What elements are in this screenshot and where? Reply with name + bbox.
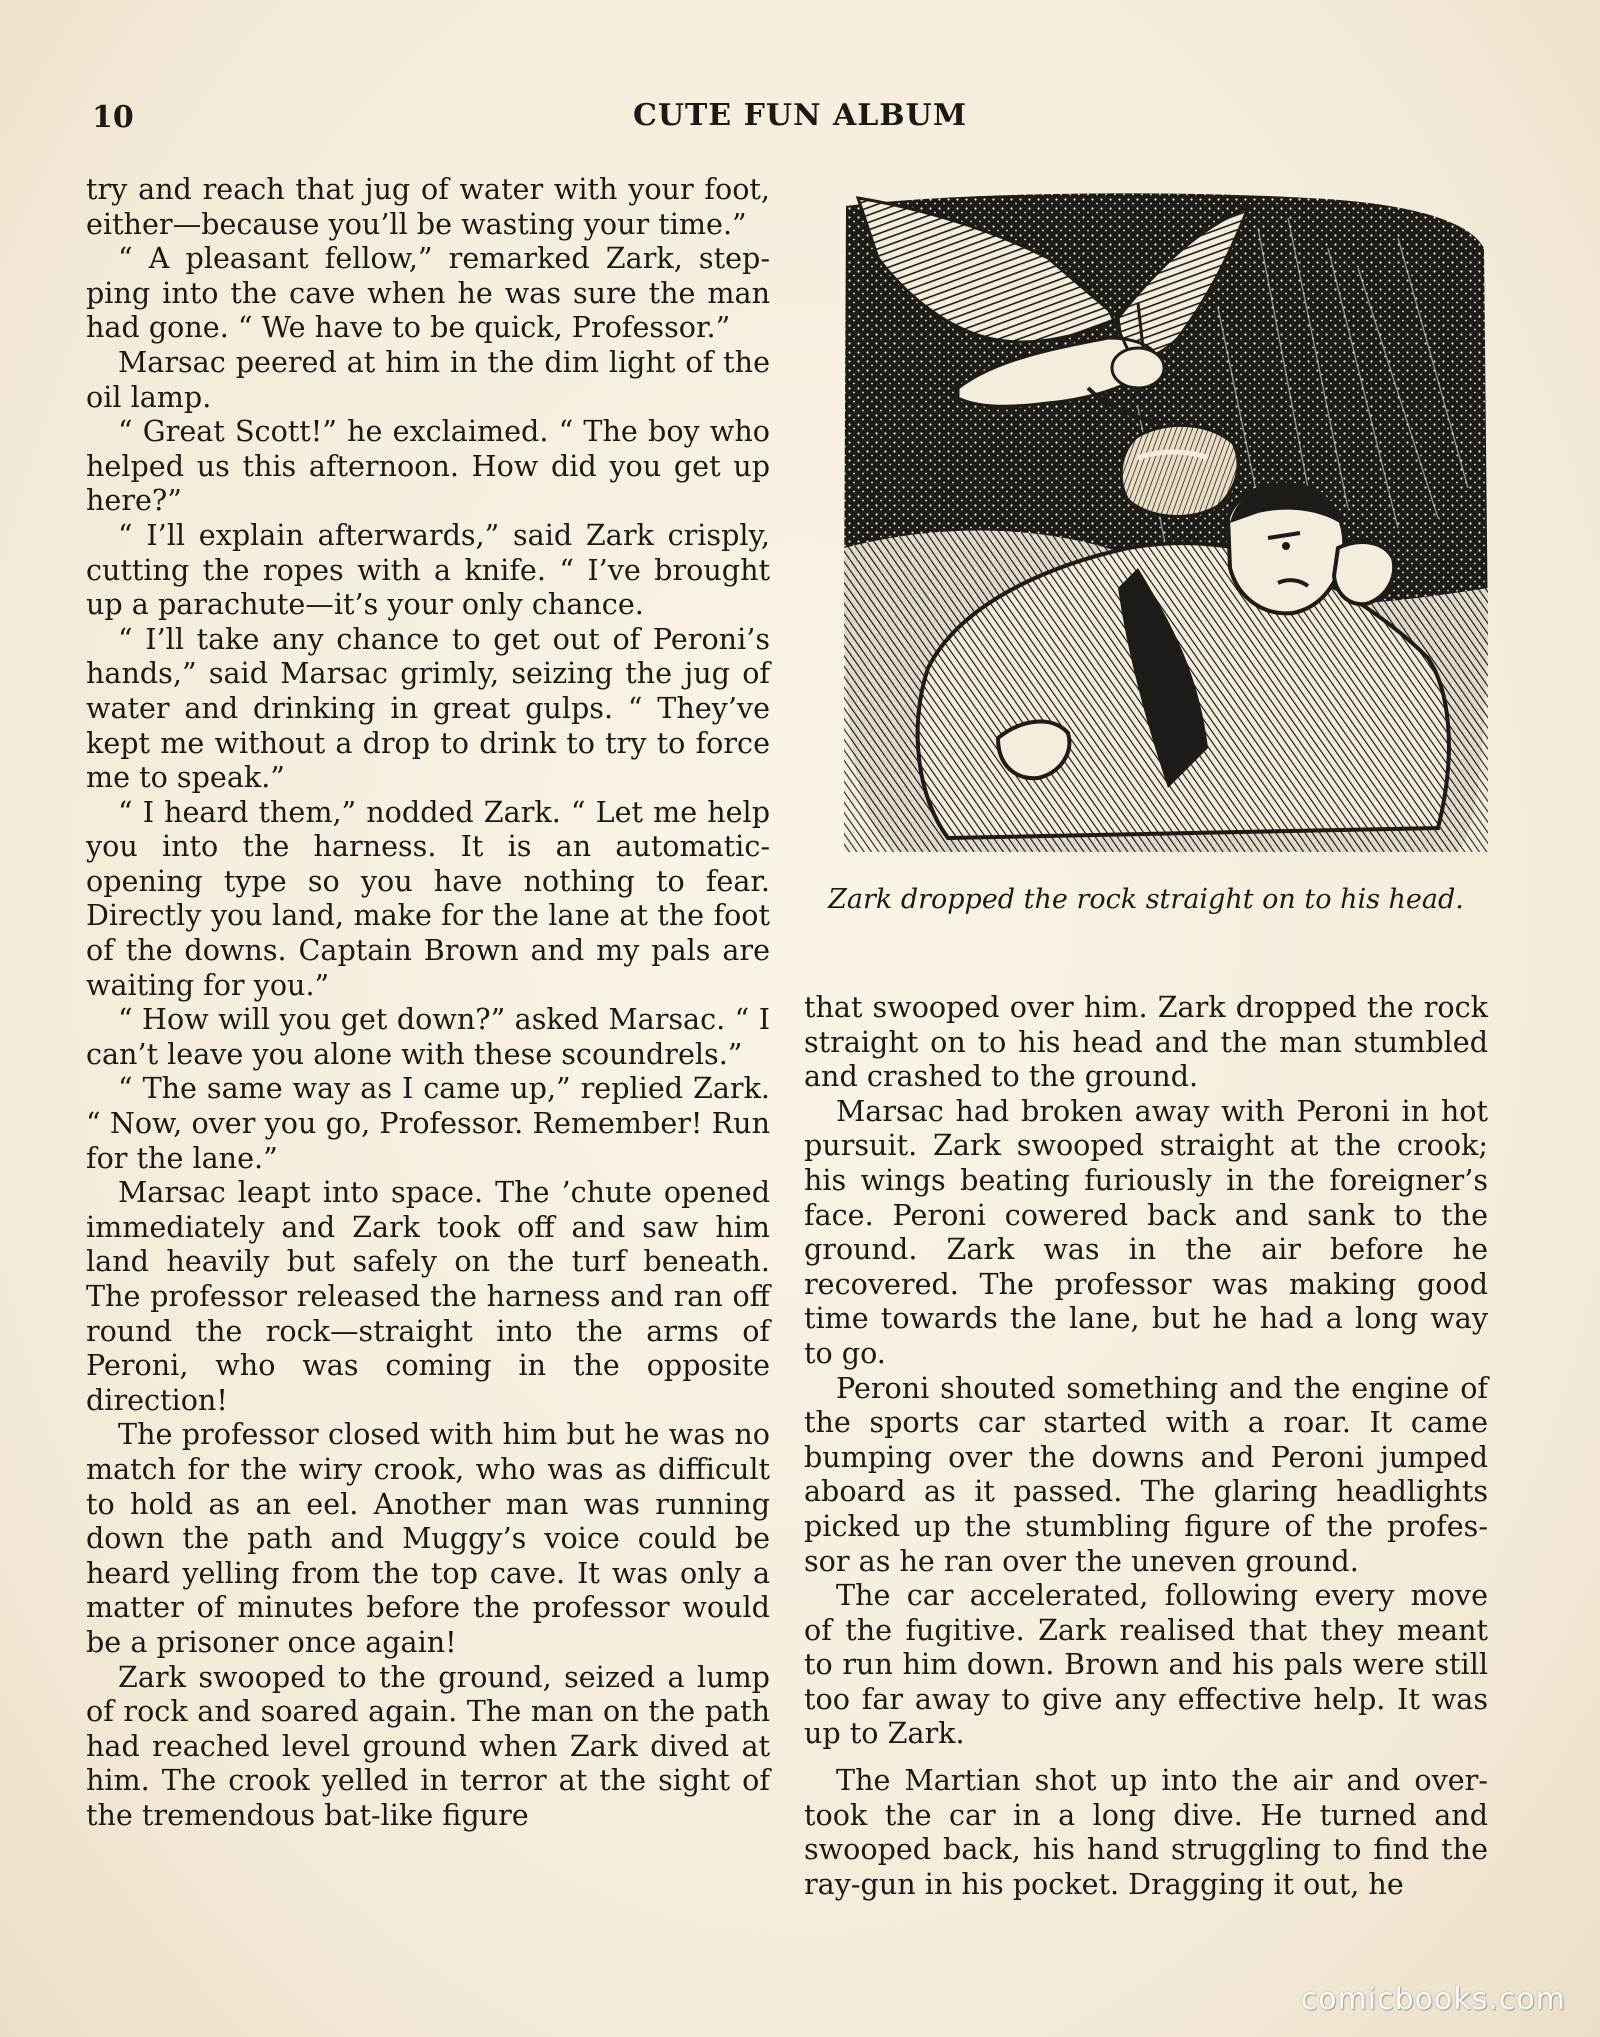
paragraph: Zark swooped to the ground, seized a lump of rock and soared again. The man on the path had reached level ground when Zark dived at him. The crook yelled in terror at the sight of the tremendous bat-like figure bbox=[86, 1659, 770, 1832]
paragraph: Marsac peered at him in the dim light of the oil lamp. bbox=[86, 344, 770, 414]
paragraph: Marsac leapt into space. The ’chute opened immediately and Zark took off and saw him land heavily but safely on the turf beneath. The professor released the harness and ran off round the rock—straight into the arms of Peroni, who was coming in the opposite direction! bbox=[86, 1175, 770, 1417]
paragraph: Peroni shouted something and the engine of the sports car started with a roar. It came bumping over the downs and Peroni jumped aboard as it passed. The glaring headlights picked up the stumbling figure of the professor as he ran over the uneven ground. bbox=[804, 1370, 1488, 1578]
page-number: 10 bbox=[92, 100, 134, 135]
paragraph: “ I heard them,” nodded Zark. “ Let me help you into the harness. It is an automatic-opening type so you have nothing to fear. Directly you land, make for the lane at the foot of the downs. Captain Brown and my pals are waiting for you.” bbox=[86, 794, 770, 1002]
paragraph: “ A pleasant fellow,” remarked Zark, stepping into the cave when he was sure the man had gone. “ We have to be quick, Professor.” bbox=[86, 241, 770, 345]
paragraph: The Martian shot up into the air and overtook the car in a long dive. He turned and swooped back, his hand struggling to find the ray-gun in his pocket. Dragging it out, he bbox=[804, 1763, 1488, 1901]
paragraph: “ How will you get down?” asked Marsac. “ I can’t leave you alone with these scoundrels.” bbox=[86, 1002, 770, 1071]
paragraph: try and reach that jug of water with your foot, either—because you’ll be wasting your time.” bbox=[86, 172, 770, 241]
paragraph: The car accelerated, following every move of the fugitive. Zark realised that they meant to run him down. Brown and his pals were still too far away to give any effective help. It was up to Zark. bbox=[804, 1578, 1488, 1751]
story-illustration bbox=[838, 188, 1490, 858]
paragraph: “ The same way as I came up,” replied Zark. “ Now, over you go, Professor. Remember! Run for the lane.” bbox=[86, 1071, 770, 1175]
paragraph: “ Great Scott!” he exclaimed. “ The boy who helped us this afternoon. How did you get up here?” bbox=[86, 414, 770, 518]
paragraph: “ I’ll take any chance to get out of Peroni’s hands,” said Marsac grimly, seizing the jug of water and drinking in great gulps. “ They’ve kept me without a drop to drink to try to force me to speak.” bbox=[86, 621, 770, 795]
paragraph: that swooped over him. Zark dropped the rock straight on to his head and the man stumbled and crashed to the ground. bbox=[804, 990, 1488, 1094]
falling-rock bbox=[1121, 425, 1238, 516]
paragraph: Marsac had broken away with Peroni in hot pursuit. Zark swooped straight at the crook; his wings beating furiously in the foreigner’s face. Peroni cowered back and sank to the ground. Zark was in the air before he recovered. The professor was making good time towards the lane, but he had a long way to go. bbox=[804, 1093, 1488, 1370]
illustration-caption: Zark dropped the rock straight on to his head. bbox=[828, 884, 1464, 915]
running-title: CUTE FUN ALBUM bbox=[632, 98, 968, 133]
zark-drops-rock-illustration bbox=[838, 188, 1490, 858]
paragraph: The professor closed with him but he was no match for the wiry crook, who was as difficult to hold as an eel. Another man was running down the path and Muggy’s voice could be heard yelling from the top cave. It was only a matter of minutes before the professor would be a prisoner once again! bbox=[86, 1417, 770, 1659]
site-watermark: comicbooks.com bbox=[1300, 1982, 1566, 2017]
left-column bbox=[86, 172, 770, 1833]
paragraph: “ I’ll explain afterwards,” said Zark crisply, cutting the ropes with a knife. “ I’ve brought up a parachute—it’s your only chance. bbox=[86, 517, 770, 622]
right-column bbox=[804, 990, 1488, 1901]
